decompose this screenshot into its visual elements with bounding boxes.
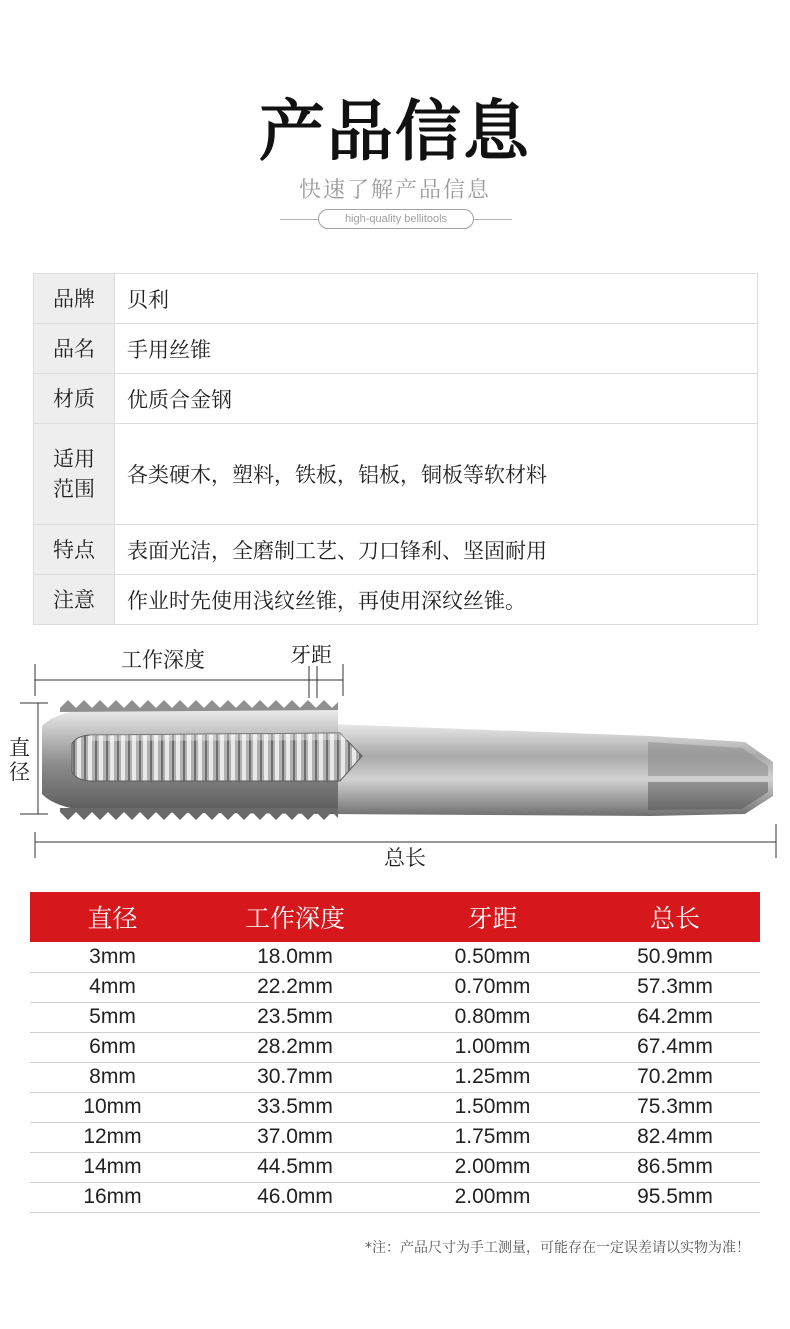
info-row-caution xyxy=(34,575,757,624)
tap-illustration xyxy=(0,636,790,876)
table-row xyxy=(30,972,760,1002)
spec-header-total-length: 总长 xyxy=(590,892,760,942)
label-pitch: 牙距 xyxy=(290,643,332,667)
cell-diameter: 10mm xyxy=(30,1092,195,1122)
table-row xyxy=(30,1002,760,1032)
label-work-depth: 工作深度 xyxy=(121,648,205,672)
label-diameter-1: 直 xyxy=(9,736,30,760)
info-row-features xyxy=(34,525,757,575)
info-key: 特点 xyxy=(34,525,114,574)
footnote: *注：产品尺寸为手工测量，可能存在一定误差请以实物为准！ xyxy=(365,1240,750,1256)
label-total-length: 总长 xyxy=(384,846,426,870)
page-title: 产品信息 xyxy=(259,93,531,170)
page-subtitle: 快速了解产品信息 xyxy=(298,178,491,203)
cell-diameter: 3mm xyxy=(30,942,195,972)
cell-work-depth: 23.5mm xyxy=(195,1002,395,1032)
header-divider-left xyxy=(280,219,320,220)
cell-work-depth: 18.0mm xyxy=(195,942,395,972)
cell-pitch: 0.70mm xyxy=(395,972,590,1002)
cell-work-depth: 46.0mm xyxy=(195,1182,395,1212)
cell-pitch: 1.25mm xyxy=(395,1062,590,1092)
cell-pitch: 0.50mm xyxy=(395,942,590,972)
table-row xyxy=(30,1182,760,1212)
cell-diameter: 6mm xyxy=(30,1032,195,1062)
table-row xyxy=(30,1062,760,1092)
info-row-scope xyxy=(34,424,757,525)
cell-pitch: 2.00mm xyxy=(395,1152,590,1182)
table-row xyxy=(30,942,760,972)
cell-total-length: 86.5mm xyxy=(590,1152,760,1182)
header-divider-right xyxy=(472,219,512,220)
cell-total-length: 64.2mm xyxy=(590,1002,760,1032)
cell-total-length: 50.9mm xyxy=(590,942,760,972)
info-value: 作业时先使用浅纹丝锥，再使用深纹丝锥。 xyxy=(114,575,757,624)
info-row-brand xyxy=(34,274,757,324)
cell-diameter: 8mm xyxy=(30,1062,195,1092)
info-value: 各类硬木，塑料，铁板，铝板，铜板等软材料 xyxy=(114,424,757,524)
cell-work-depth: 44.5mm xyxy=(195,1152,395,1182)
label-diameter-2: 径 xyxy=(9,760,30,784)
cell-total-length: 67.4mm xyxy=(590,1032,760,1062)
cell-diameter: 4mm xyxy=(30,972,195,1002)
info-key: 材质 xyxy=(34,374,114,423)
info-value: 优质合金钢 xyxy=(114,374,757,423)
cell-diameter: 14mm xyxy=(30,1152,195,1182)
cell-pitch: 0.80mm xyxy=(395,1002,590,1032)
info-value: 手用丝锥 xyxy=(114,324,757,373)
tap-diagram xyxy=(0,636,790,876)
cell-total-length: 57.3mm xyxy=(590,972,760,1002)
cell-diameter: 5mm xyxy=(30,1002,195,1032)
cell-pitch: 2.00mm xyxy=(395,1182,590,1212)
info-key: 品牌 xyxy=(34,274,114,323)
cell-work-depth: 28.2mm xyxy=(195,1032,395,1062)
info-key: 品名 xyxy=(34,324,114,373)
table-row xyxy=(30,1092,760,1122)
cell-pitch: 1.00mm xyxy=(395,1032,590,1062)
info-key: 注意 xyxy=(34,575,114,624)
spec-header-diameter: 直径 xyxy=(30,892,195,942)
spec-header-pitch: 牙距 xyxy=(395,892,590,942)
cell-work-depth: 30.7mm xyxy=(195,1062,395,1092)
header-pill: high-quality bellitools xyxy=(318,209,474,229)
cell-total-length: 70.2mm xyxy=(590,1062,760,1092)
cell-diameter: 12mm xyxy=(30,1122,195,1152)
cell-pitch: 1.75mm xyxy=(395,1122,590,1152)
spec-header-work-depth: 工作深度 xyxy=(195,892,395,942)
cell-diameter: 16mm xyxy=(30,1182,195,1212)
info-key: 适用 范围 xyxy=(34,424,114,524)
cell-work-depth: 37.0mm xyxy=(195,1122,395,1152)
cell-total-length: 82.4mm xyxy=(590,1122,760,1152)
info-value: 表面光洁，全磨制工艺、刀口锋利、坚固耐用 xyxy=(114,525,757,574)
cell-work-depth: 22.2mm xyxy=(195,972,395,1002)
table-row xyxy=(30,1152,760,1182)
info-row-material xyxy=(34,374,757,424)
spec-table xyxy=(30,892,760,1213)
table-row xyxy=(30,1032,760,1062)
info-row-name xyxy=(34,324,757,374)
info-table xyxy=(33,273,758,625)
cell-pitch: 1.50mm xyxy=(395,1092,590,1122)
table-row xyxy=(30,1122,760,1152)
cell-work-depth: 33.5mm xyxy=(195,1092,395,1122)
info-value: 贝利 xyxy=(114,274,757,323)
cell-total-length: 75.3mm xyxy=(590,1092,760,1122)
spec-header-row xyxy=(30,892,760,942)
cell-total-length: 95.5mm xyxy=(590,1182,760,1212)
